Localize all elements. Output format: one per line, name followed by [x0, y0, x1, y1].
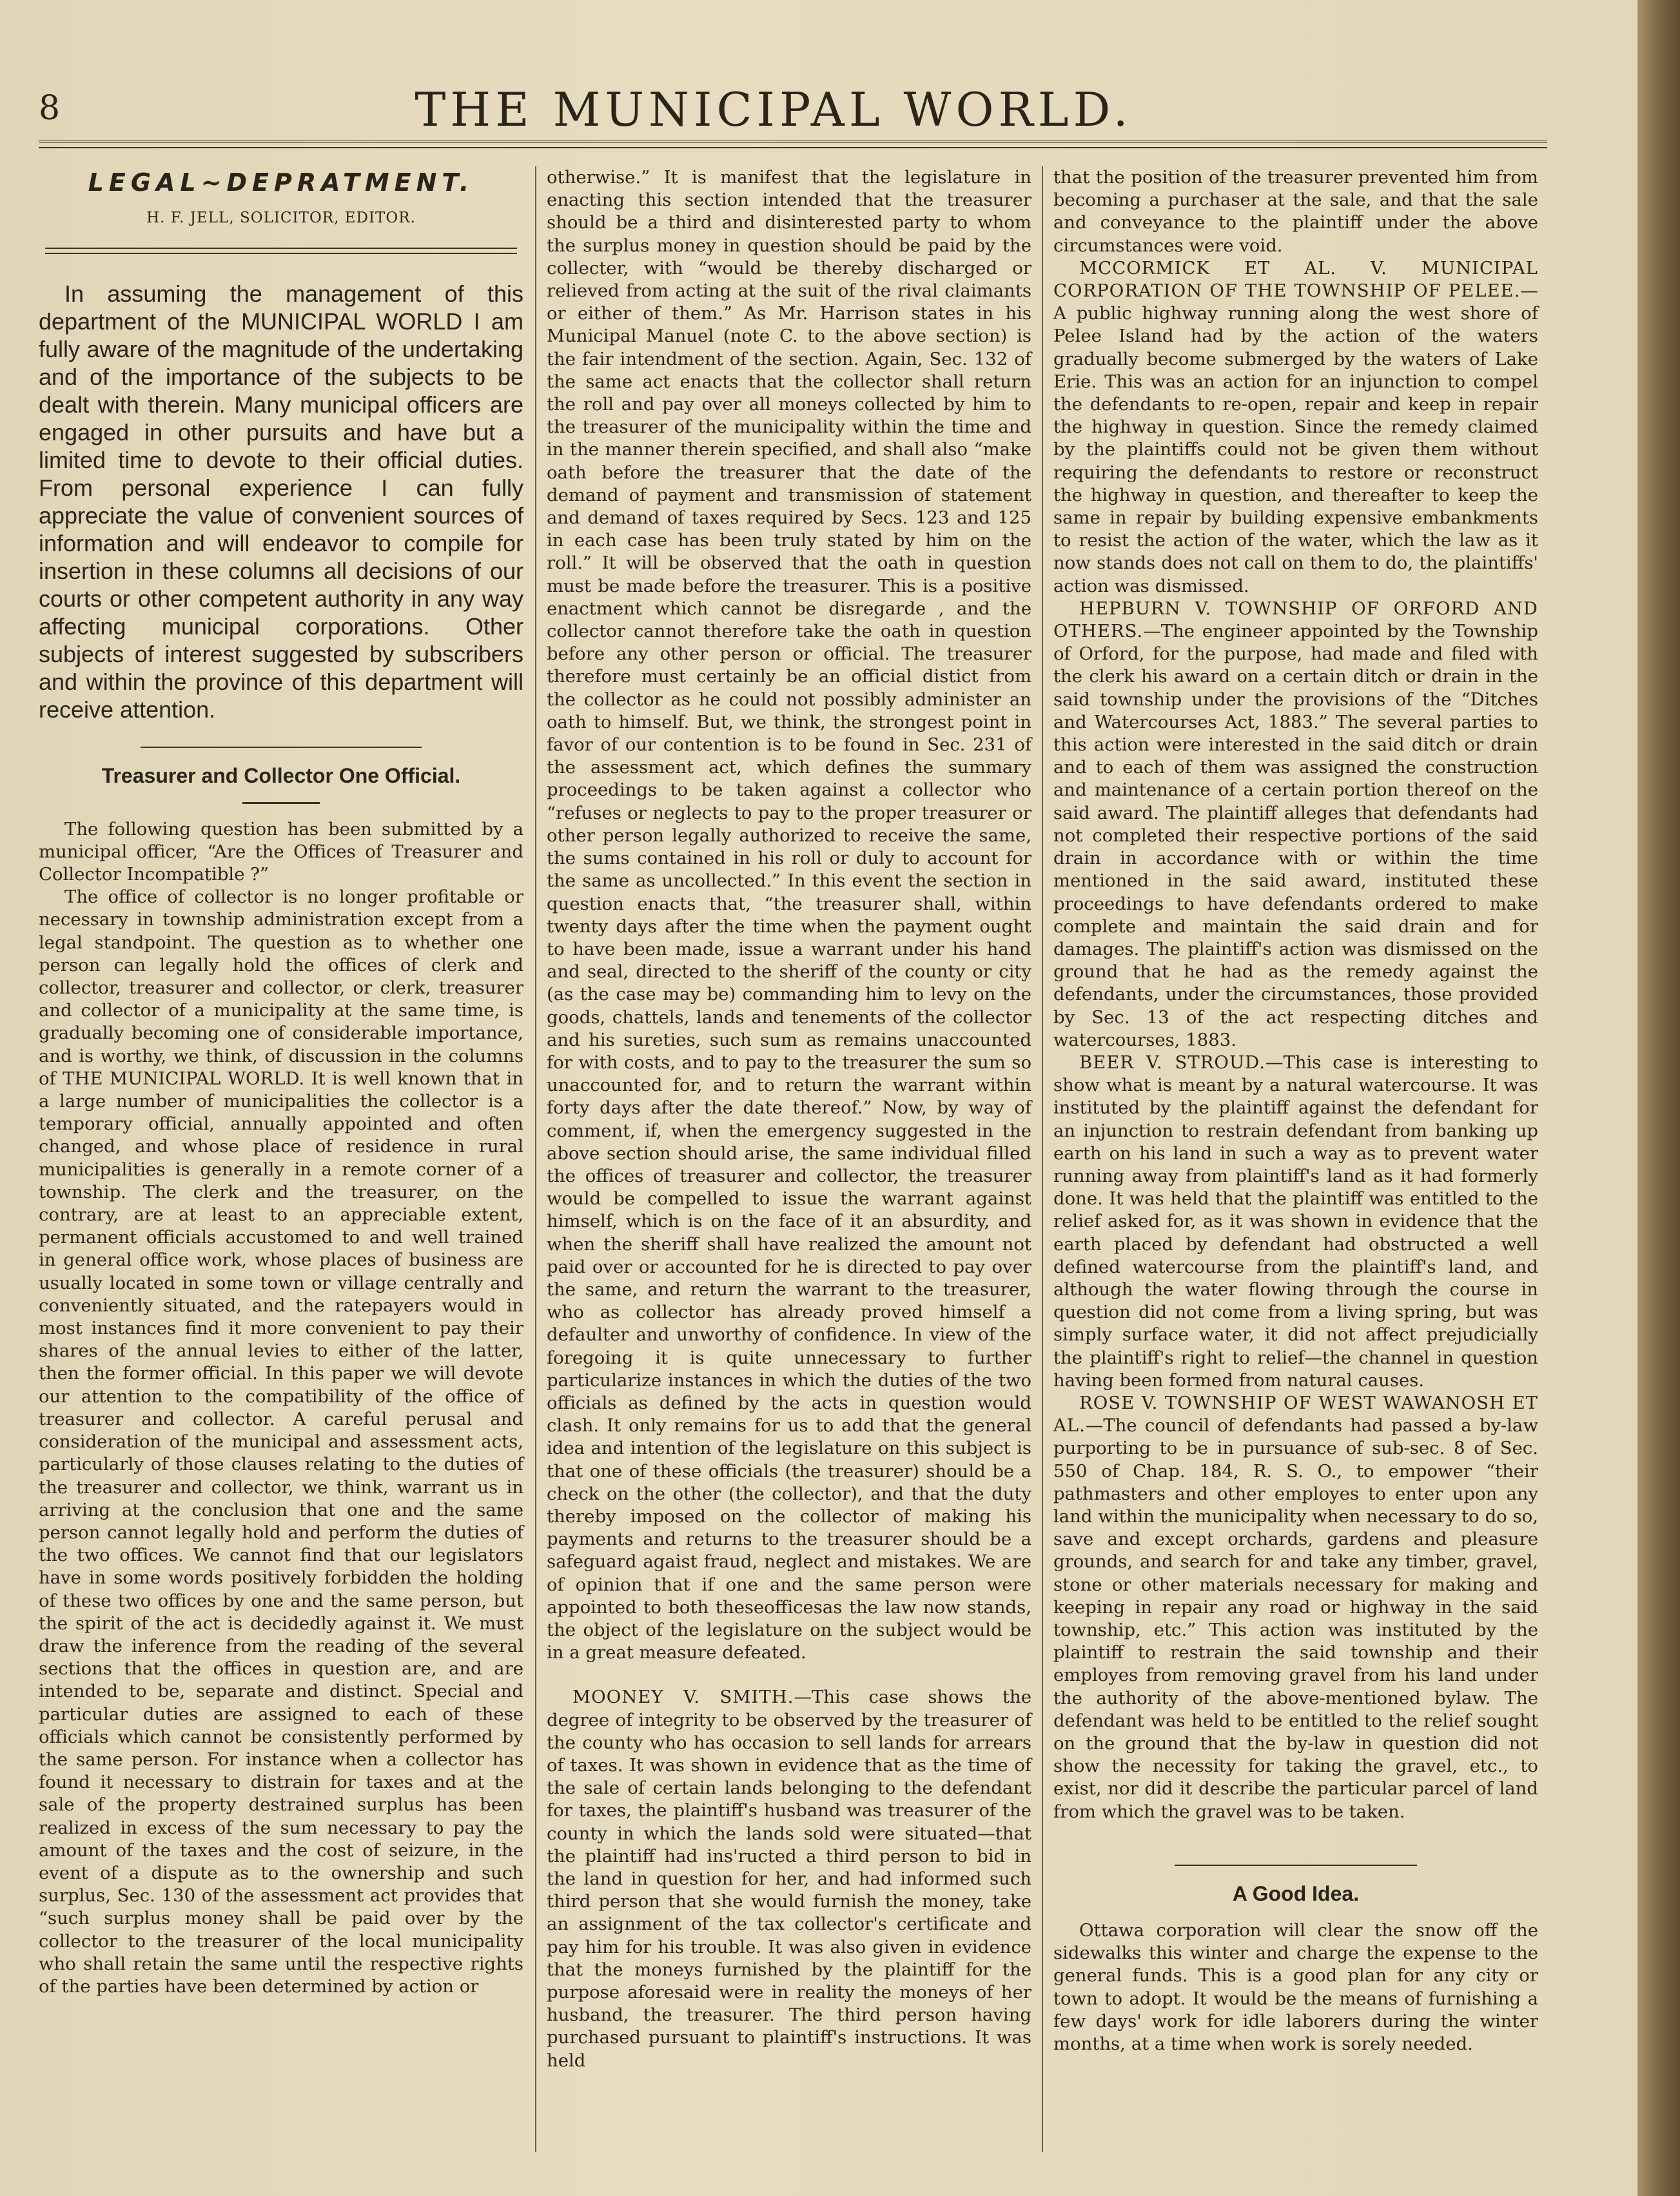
case-paragraph — [1053, 598, 1538, 1052]
article-paragraph: The following question has been submitted by a municipal officer, “Are the Offices of Treasurer and Collector Incompatible ?” — [39, 818, 523, 885]
intro-block — [39, 280, 523, 723]
case-paragraph — [1053, 257, 1538, 598]
page-number: 8 — [39, 89, 61, 128]
case-text: —The engineer appointed by the Township of Orford, for the purpose, had made and filed with the clerk his award on a certain ditch or drain in the said township under the provisions of the “Ditches and Watercourses Act, 1883.” The several parties to this action were interested in the said ditch or drain and to each of them was assigned the construction and maintenance of a certain portion thereof on the said award. The plaintiff alleges that defendants had not completed their respective portions of the said drain in accordance with or within the time mentioned in the said award, instituted these proceedings to have defendants ordered to make complete and maintain the said drain and for damages. The plaintiff's action was dismissed on the ground that he had as the remedy against the defendants, under the circumstances, those provided by Sec. 13 of the act respecting ditches and watercourses, 1883. — [1053, 621, 1538, 1050]
masthead-title: THE MUNICIPAL WORLD. — [415, 83, 1133, 137]
column-1 — [39, 166, 523, 1998]
column-rule — [535, 166, 536, 2152]
case-name: ROSE V. TOWNSHIP OF WEST WAWANOSH ET AL. — [1053, 1392, 1538, 1436]
case-name: HEPBURN V. TOWNSHIP OF ORFORD AND OTHERS. — [1053, 598, 1538, 642]
case-name: BEER V. STROUD. — [1079, 1052, 1265, 1073]
case-name: MCCORMICK ET AL. V. MUNICIPAL CORPORATION OF THE TOWNSHIP OF PELEE. — [1053, 257, 1538, 302]
department-title: LEGAL~DEPRATMENT. — [88, 168, 474, 197]
case-text: —The council of defendants had passed a by-law purporting to be in pursuance of sub-sec. 8 of Sec. 550 of Chap. 184, R. S. O., to empower “their pathmasters and other employes to enter upon any land within the municipality when necessary to do so, save and except orchards, gardens and pleasure grounds, and search for and take any timber, gravel, stone or other materials necessary for making and keeping in repair any road or highway in the said township, etc.” This action was instituted by the plaintiff to restrain the said township and their employes from removing gravel from his land under the authority of the above-mentioned bylaw. The defendant was held to be entitled to the relief sought on the ground that the by-law in question did not show the necessity for taking the gravel, etc., to exist, nor did it describe the particular parcel of land from which the gravel was to be taken. — [1053, 1415, 1538, 1822]
case-text: —A public highway running along the west shore of Pelee Island had by the action of the waters gradually become submerged by the waters of Lake Erie. This was an action for an injunction to compel the defendants to re-open, repair and keep in repair the highway in question. Since the remedy claimed by the plaintiffs could not be given them without requiring the defendants to restore or reconstruct the highway in question, and thereafter to keep the same in repair by building expensive embankments to resist the action of the water, which the law as it now stands does not call on them to do, the plaintiffs' action was dismissed. — [1053, 280, 1538, 596]
divider — [1175, 1865, 1417, 1866]
editor-line: H. F. JELL, SOLICITOR, EDITOR. — [146, 210, 416, 227]
case-text: —This case shows the degree of integrity to be observed by the treasurer of the county who has occasion to sell lands for arrears of taxes. It was shown in evidence that as the time of the sale of certain lands belonging to the defendant for taxes, the plaintiff's husband was treasurer of the county in which the lands sold were situated—that the plaintiff had ins'ructed a third person to bid in the land in question for her, and had informed such third person that she would furnish the money, take an assignment of the tax collector's certificate and pay him for his trouble. It was also given in evidence that the moneys furnished by the plaintiff for the purpose aforesaid were in reality the moneys of her husband, the treasurer. The third person having purchased pursuant to plaintiff's instructions. It was held — [547, 1687, 1031, 2071]
column-rule — [1042, 166, 1043, 2152]
case-text: —This case is interesting to show what is meant by a natural watercourse. It was instituted by the plaintiff against the defendant for an injunction to restrain defendant from banking up earth on his land in such a way as to prevent water running away from plaintiff's land as it had formerly done. It was held that the plaintiff was entitled to the relief asked for, as it was shown in evidence that the earth placed by defendant had obstructed a well defined watercourse from the plaintiff's land, and although the water flowing through the course in question did not come from a living spring, but was simply surface water, it did not affect prejudicially the plaintiff's right to relief—the channel in question having been formed from natural causes. — [1053, 1052, 1538, 1391]
column-3 — [1053, 166, 1538, 2055]
article-paragraph: Ottawa corporation will clear the snow off the sidewalks this winter and charge the expense to the general funds. This is a good plan for any city or town to adopt. It would be the means of furnishing a few days' work for idle laborers during the winter months, at a time when work is sorely needed. — [1053, 1920, 1538, 2055]
case-paragraph: that the position of the treasurer prevented him from becoming a purchaser at the sale, and that the sale and conveyance to the plaintiff under the above circumstances were void. — [1053, 167, 1538, 256]
section-heading: Treasurer and Collector One Official. — [101, 764, 461, 788]
intro-paragraph: In assuming the management of this department of the MUNICIPAL WORLD I am fully aware of the magnitude of the undertaking and of the importance of the subjects to be dealt with therein. Many municipal officers are engaged in other pursuits and have but a limited time to devote to their official duties. From personal experience I can fully appreciate the value of convenient sources of information and will endeavor to compile for insertion in these columns all decisions of our courts or other competent authority in any way affecting municipal corporations. Other subjects of interest suggested by subscribers and within the province of this department will receive attention. — [39, 280, 523, 723]
spacer — [547, 1664, 1031, 1686]
case-paragraph — [1053, 1392, 1538, 1823]
case-paragraph — [547, 1686, 1031, 2072]
article-paragraph: otherwise.” It is manifest that the legislature in enacting this section intended that the treasurer should be a third and disinterested party to whom the surplus money in question should be paid by the collecter, with “would be thereby discharged or relieved from acting at the suit of the rival claimants or either of them.” As Mr. Harrison states in his Municipal Manuel (note C. to the above section) is the fair intendment of the section. Again, Sec. 132 of the same act enacts that the collector shall return the roll and pay over all moneys collected by him to the treasurer of the municipality within the time and in the manner therein specified, and shall also “make oath before the treasurer that the date of the demand of payment and transmission of statement and demand of taxes required by Secs. 123 and 125 in each case has been truly stated by him on the roll.” It will be observed that the oath in question must be made before the treasurer. This is a positive enactment which cannot be disregarde , and the collector cannot therefore take the oath in question before any other person or official. The treasurer therefore must certainly be an official distict from the collector as he could not possibly administer an oath to himself. But, we think, the strongest point in favor of our contention is to be found in Sec. 231 of the assessment act, which defines the summary proceedings to be taken against a collector who “refuses or neglects to pay to the proper treasurer or other person legally authorized to receive the same, the sums contained in his roll or duly to account for the same as uncollected.” In this event the section in question enacts that, “the treasurer shall, within twenty days after the time when the payment ought to have been made, issue a warrant under his hand and seal, directed to the sheriff of the county or city (as the case may be) commanding him to levy on the goods, chattels, lands and tenements of the collector and his sureties, such sum as remains unaccounted for with costs, and to pay to the treasurer the sum so unaccounted for, and to return the warrant within forty days after the date thereof.” Now, by way of comment, if, when the emergency suggested in the above section should arise, the same individual filled the offices of treasurer and collector, the treasurer would be compelled to issue the warrant against himself, which is on the face of it an absurdity, and when the sheriff shall have realized the amount not paid over or accounted for he is directed to pay over the same, and return the warrant to the treasurer, who as collector has already proved himself a defaulter and unworthy of confidence. In view of the foregoing it is quite unnecessary to further particularize instances in which the duties of the two officials as defined by the acts in question would clash. It only remains for us to add that the general idea and intention of the legislature on this subject is that one of these officials (the treasurer) should be a check on the other (the collector), and that the duty thereby imposed on the collector of making his payments and returns to the treasurer should be a safeguard agaist fraud, neglect and mistakes. We are of opinion that if one and the same person were appointed to both theseofficesas the law now stands, the object of the legislature on the subject would be in a great measure defeated. — [547, 167, 1031, 1663]
column-2 — [547, 166, 1031, 2072]
page-binding — [1637, 0, 1680, 2196]
header-rule — [39, 141, 1547, 148]
article-paragraph: The office of collector is no longer profitable or necessary in township administration except from a legal standpoint. The question as to whether one person can legally hold the offices of clerk and collector, treasurer and collector, or clerk, treasurer and collector of a municipality at the same time, is gradually becoming one of considerable importance, and is worthy, we think, of discussion in the columns of THE MUNICIPAL WORLD. It is well known that in a large number of municipalities the collector is a temporary official, annually appointed and often changed, and whose place of residence in rural municipalities is generally in a remote corner of a township. The clerk and the treasurer, on the contrary, are at least to an appreciable extent, permanent officials accustomed to and well trained in general office work, whose places of business are usually located in some town or village centrally and conveniently situated, and the ratepayers would in most instances find it more convenient to pay their shares of the annual levies to either of the latter, then the former official. In this paper we will devote our attention to the compatibility of the office of treasurer and collector. A careful perusal and consideration of the municipal and assessment acts, particularly of those clauses relating to the duties of the treasurer and collector, we think, warrant us in arriving at the conclusion that one and the same person cannot legally hold and perform the duties of the two offices. We cannot find that our legislators have in some words positively forbidden the holding of these two offices by one and the same person, but the spirit of the act is decidedly against it. We must draw the inference from the reading of the several sections that the offices in question are, and are intended to be, separate and distinct. Special and particular duties are assigned to each of these officials which cannot be consistently performed by the same person. For instance when a collector has found it necessary to distrain for taxes and at the sale of the property destrained surplus has been realized in excess of the sum necessary to pay the amount of the taxes and the cost of seizure, in the event of a dispute as to the ownership and such surplus, Sec. 130 of the assessment act provides that “such surplus money shall be paid over by the collector to the treasurer of the local municipality who shall retain the same until the respective rights of the parties have been determined by action or — [39, 887, 523, 1997]
divider — [45, 248, 517, 254]
section-heading: A Good Idea. — [1232, 1881, 1360, 1905]
case-paragraph — [1053, 1052, 1538, 1392]
divider — [242, 802, 320, 804]
divider — [141, 747, 422, 748]
case-name: MOONEY V. SMITH. — [572, 1687, 794, 1708]
